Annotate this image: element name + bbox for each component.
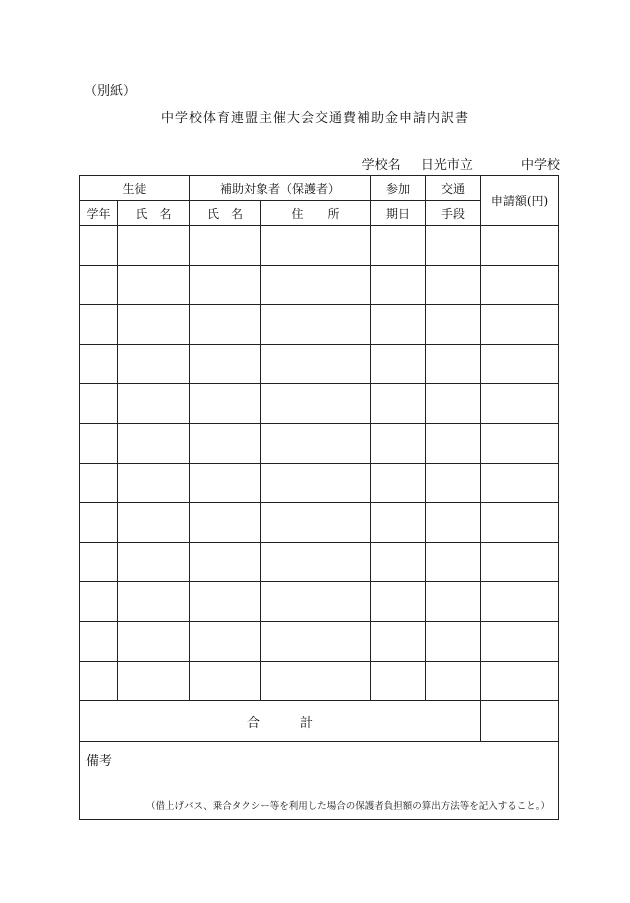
transport-means-cell[interactable] [426, 661, 481, 701]
grade-cell[interactable] [80, 582, 118, 622]
participation-date-cell[interactable] [371, 621, 426, 661]
total-label-cell [80, 701, 481, 742]
amount-cell[interactable] [481, 463, 559, 503]
header-target-group: 補助対象者（保護者） [190, 176, 371, 201]
guardian-name-cell[interactable] [190, 503, 261, 543]
student-name-cell[interactable] [118, 226, 190, 266]
guardian-name-cell[interactable] [190, 661, 261, 701]
subsidy-breakdown-table [79, 175, 559, 820]
amount-cell[interactable] [481, 265, 559, 305]
header-student-group: 生徒 [80, 176, 190, 201]
grade-cell[interactable] [80, 226, 118, 266]
participation-date-cell[interactable] [371, 344, 426, 384]
table-row [80, 463, 559, 503]
table-row [80, 344, 559, 384]
header-participation-date: 期日 [371, 201, 426, 226]
table-row [80, 582, 559, 622]
grade-cell[interactable] [80, 305, 118, 345]
address-cell[interactable] [261, 503, 371, 543]
table-row [80, 226, 559, 266]
table-row [80, 621, 559, 661]
address-cell[interactable] [261, 226, 371, 266]
transport-means-cell[interactable] [426, 344, 481, 384]
guardian-name-cell[interactable] [190, 226, 261, 266]
grade-cell[interactable] [80, 384, 118, 424]
amount-cell[interactable] [481, 582, 559, 622]
header-guardian-name: 氏 名 [190, 201, 261, 226]
transport-means-cell[interactable] [426, 226, 481, 266]
amount-cell[interactable] [481, 503, 559, 543]
header-transport-means: 手段 [426, 201, 481, 226]
header-transport: 交通 [426, 176, 481, 201]
address-cell[interactable] [261, 621, 371, 661]
school-name-line [362, 154, 560, 173]
student-name-cell[interactable] [118, 621, 190, 661]
remarks-cell[interactable] [80, 742, 559, 820]
grade-cell[interactable] [80, 621, 118, 661]
total-label: 合計 [247, 715, 354, 731]
guardian-name-cell[interactable] [190, 463, 261, 503]
guardian-name-cell[interactable] [190, 344, 261, 384]
transport-means-cell[interactable] [426, 265, 481, 305]
transport-means-cell[interactable] [426, 503, 481, 543]
student-name-cell[interactable] [118, 463, 190, 503]
total-amount-cell[interactable] [481, 701, 559, 742]
school-prefix: 学校名 [361, 158, 401, 173]
grade-cell[interactable] [80, 542, 118, 582]
address-cell[interactable] [261, 542, 371, 582]
address-cell[interactable] [261, 423, 371, 463]
remarks-label: 備考 [86, 754, 113, 770]
table-row [80, 503, 559, 543]
grade-cell[interactable] [80, 463, 118, 503]
table-row [80, 542, 559, 582]
amount-cell[interactable] [481, 621, 559, 661]
student-name-cell[interactable] [118, 384, 190, 424]
address-cell[interactable] [261, 344, 371, 384]
guardian-name-cell[interactable] [190, 582, 261, 622]
participation-date-cell[interactable] [371, 661, 426, 701]
transport-means-cell[interactable] [426, 423, 481, 463]
grade-cell[interactable] [80, 503, 118, 543]
student-name-cell[interactable] [118, 582, 190, 622]
header-grade: 学年 [80, 201, 118, 226]
table-row [80, 265, 559, 305]
participation-date-cell[interactable] [371, 542, 426, 582]
remarks-note: （借上げバス、乗合タクシー等を利用した場合の保護者負担額の算出方法等を記入すること。） [145, 801, 551, 813]
guardian-name-cell[interactable] [190, 542, 261, 582]
amount-cell[interactable] [481, 423, 559, 463]
amount-cell[interactable] [481, 542, 559, 582]
transport-means-cell[interactable] [426, 305, 481, 345]
guardian-name-cell[interactable] [190, 621, 261, 661]
header-amount: 申請額(円) [481, 176, 559, 226]
transport-means-cell[interactable] [426, 621, 481, 661]
table-row [80, 305, 559, 345]
header-student-name: 氏 名 [118, 201, 190, 226]
amount-cell[interactable] [481, 384, 559, 424]
address-cell[interactable] [261, 661, 371, 701]
amount-cell[interactable] [481, 226, 559, 266]
student-name-cell[interactable] [118, 503, 190, 543]
table-row [80, 384, 559, 424]
participation-date-cell[interactable] [371, 503, 426, 543]
student-name-cell[interactable] [118, 542, 190, 582]
grade-cell[interactable] [80, 423, 118, 463]
participation-date-cell[interactable] [371, 384, 426, 424]
amount-cell[interactable] [481, 344, 559, 384]
address-cell[interactable] [261, 305, 371, 345]
address-cell[interactable] [261, 384, 371, 424]
guardian-name-cell[interactable] [190, 384, 261, 424]
guardian-name-cell[interactable] [190, 423, 261, 463]
transport-means-cell[interactable] [426, 582, 481, 622]
table-row [80, 423, 559, 463]
document-title: 中学校体育連盟主催大会交通費補助金申請内訳書 [160, 111, 469, 126]
transport-means-cell[interactable] [426, 542, 481, 582]
guardian-name-cell[interactable] [190, 305, 261, 345]
student-name-cell[interactable] [118, 344, 190, 384]
student-name-cell[interactable] [118, 661, 190, 701]
school-suffix: 中学校 [520, 158, 560, 173]
grade-cell[interactable] [80, 265, 118, 305]
participation-date-cell[interactable] [371, 305, 426, 345]
attachment-label: （別紙） [84, 84, 137, 99]
grade-cell[interactable] [80, 344, 118, 384]
student-name-cell[interactable] [118, 265, 190, 305]
participation-date-cell[interactable] [371, 463, 426, 503]
school-city: 日光市立 [420, 158, 473, 173]
header-address: 住 所 [261, 201, 371, 226]
header-participation: 参加 [371, 176, 426, 201]
address-cell[interactable] [261, 463, 371, 503]
table-row [80, 661, 559, 701]
transport-means-cell[interactable] [426, 463, 481, 503]
grade-cell[interactable] [80, 661, 118, 701]
amount-cell[interactable] [481, 305, 559, 345]
participation-date-cell[interactable] [371, 423, 426, 463]
participation-date-cell[interactable] [371, 582, 426, 622]
address-cell[interactable] [261, 582, 371, 622]
transport-means-cell[interactable] [426, 384, 481, 424]
participation-date-cell[interactable] [371, 226, 426, 266]
amount-cell[interactable] [481, 661, 559, 701]
address-cell[interactable] [261, 265, 371, 305]
guardian-name-cell[interactable] [190, 265, 261, 305]
student-name-cell[interactable] [118, 423, 190, 463]
participation-date-cell[interactable] [371, 265, 426, 305]
student-name-cell[interactable] [118, 305, 190, 345]
